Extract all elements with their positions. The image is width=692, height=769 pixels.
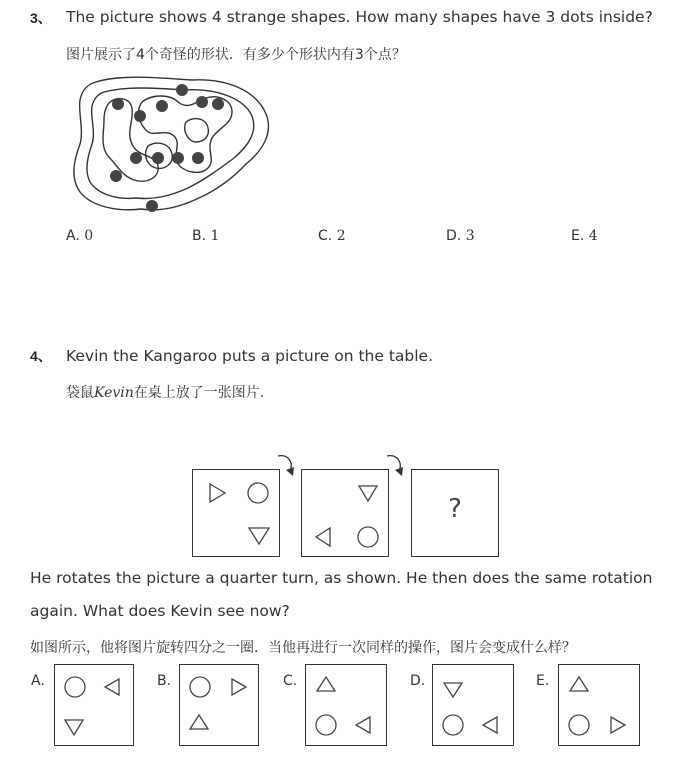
triangle-right-icon: [611, 717, 625, 733]
shape-outline-6: [185, 119, 209, 142]
triangle-up-icon: [190, 715, 208, 729]
question-3-text-en: The picture shows 4 strange shapes. How many shapes have 3 dots inside?: [66, 8, 653, 26]
shape-outline-2: [87, 88, 254, 199]
question-mark: ?: [448, 494, 462, 524]
rotated-picture: [301, 469, 389, 557]
dot: [146, 200, 158, 212]
triangle-left-icon: [356, 717, 370, 733]
dot: [130, 152, 142, 164]
question-4-number: 4、: [30, 348, 52, 364]
triangle-up-icon: [570, 677, 588, 691]
triangle-down-icon: [444, 683, 462, 697]
answer-label-e: E.: [536, 673, 550, 689]
circle-icon: [443, 715, 463, 735]
answer-option-c[interactable]: [305, 664, 387, 746]
dot: [196, 96, 208, 108]
circle-icon: [248, 483, 268, 503]
dot: [192, 152, 204, 164]
triangle-down-icon: [359, 486, 377, 501]
dot: [176, 84, 188, 96]
option-b[interactable]: B. 1: [192, 228, 220, 244]
dot: [134, 110, 146, 122]
circle-icon: [190, 677, 210, 697]
dot: [156, 100, 168, 112]
option-d[interactable]: D. 3: [446, 228, 475, 244]
dot: [172, 152, 184, 164]
answer-label-a: A.: [31, 673, 45, 689]
dot: [112, 98, 124, 110]
triangle-up-icon: [317, 677, 335, 691]
triangle-left-icon: [316, 528, 330, 546]
option-a[interactable]: A. 0: [66, 228, 94, 244]
strange-shapes-figure: [66, 72, 276, 222]
triangle-right-icon: [210, 484, 225, 502]
triangle-left-icon: [483, 717, 497, 733]
rotate-arrow-icon: [381, 452, 407, 480]
triangle-right-icon: [232, 679, 246, 695]
triangle-down-icon: [65, 720, 83, 735]
question-4-text-zh: 袋鼠Kevin在桌上放了一张图片.: [66, 385, 265, 401]
option-e[interactable]: E. 4: [571, 228, 598, 244]
question-4-body-zh: 如图所示，他将图片旋转四分之一圈．当他再进行一次同样的操作，图片会变成什么样？: [30, 640, 576, 656]
question-4-text-en: Kevin the Kangaroo puts a picture on the table.: [66, 347, 434, 365]
answer-label-c: C.: [283, 673, 298, 689]
dot: [152, 152, 164, 164]
question-4-body-en-1: He rotates the picture a quarter turn, as shown. He then does the same rotation: [30, 569, 653, 587]
triangle-down-icon: [249, 528, 269, 544]
triangle-left-icon: [105, 679, 119, 695]
circle-icon: [316, 715, 336, 735]
circle-icon: [65, 677, 85, 697]
answer-label-d: D.: [410, 673, 426, 689]
question-3-text-zh: 图片展示了4个奇怪的形状．有多少个形状内有3个点？: [66, 47, 406, 63]
option-c[interactable]: C. 2: [318, 228, 346, 244]
circle-icon: [358, 527, 378, 547]
shape-outline-3: [103, 99, 158, 182]
question-3-number: 3、: [30, 10, 52, 26]
unknown-picture: [411, 469, 499, 557]
question-4-body-en-2: again. What does Kevin see now?: [30, 602, 290, 620]
answer-option-d[interactable]: [432, 664, 514, 746]
answer-option-b[interactable]: [179, 664, 259, 746]
dot: [212, 98, 224, 110]
dot: [110, 170, 122, 182]
answer-label-b: B.: [157, 673, 172, 689]
answer-option-a[interactable]: [54, 664, 134, 746]
original-picture: [192, 469, 280, 557]
rotate-arrow-icon: [272, 452, 298, 480]
circle-icon: [569, 715, 589, 735]
answer-option-e[interactable]: [558, 664, 640, 746]
